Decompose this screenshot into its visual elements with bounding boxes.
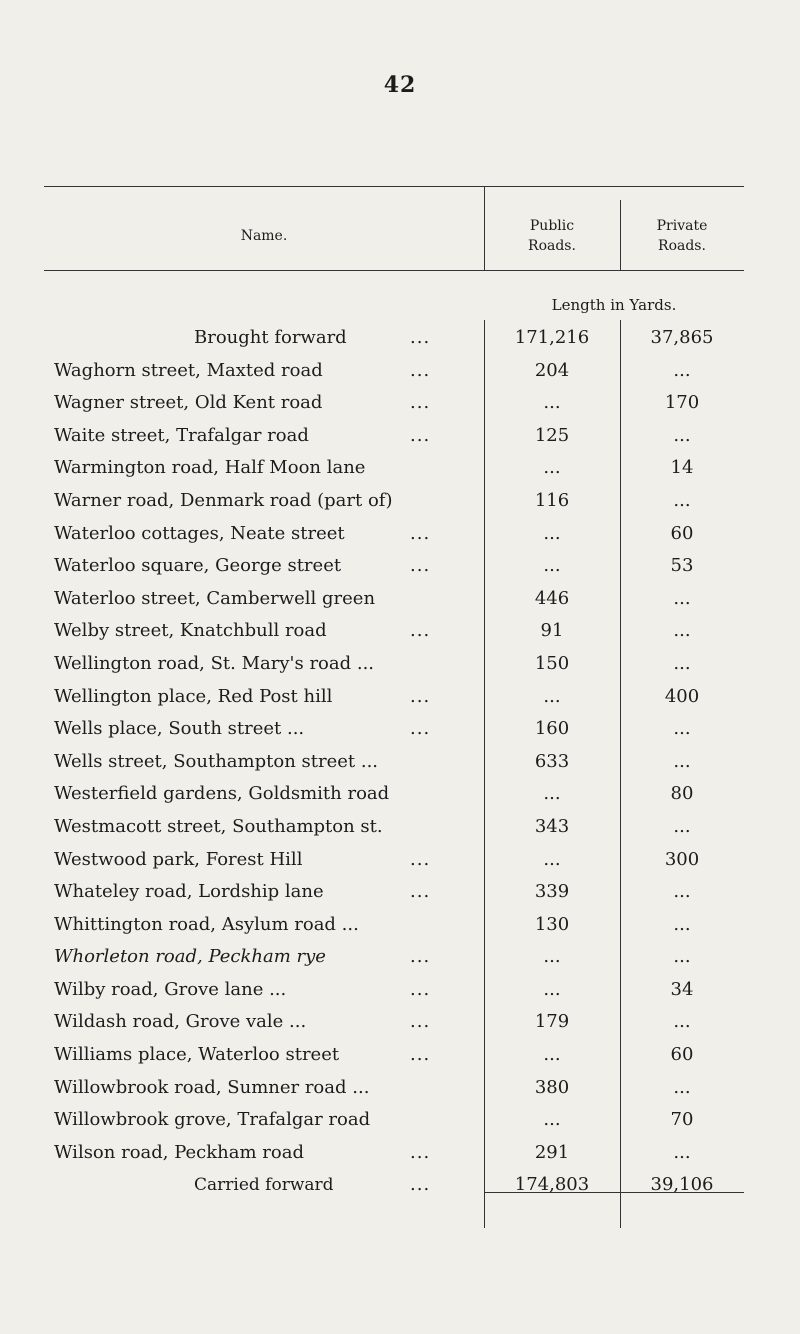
table-row (44, 1006, 744, 1039)
table-row (44, 713, 744, 746)
table-row (44, 876, 744, 909)
row-leader-dots: ... (410, 327, 431, 348)
column-header-public (484, 216, 620, 256)
row-leader-dots: ... (410, 1044, 431, 1066)
table-row (44, 811, 744, 844)
public-roads-value: ... (543, 522, 561, 544)
table-row (44, 615, 744, 648)
row-name: Westwood park, Forest Hill (54, 848, 303, 870)
private-roads-value: ... (673, 1076, 691, 1098)
public-roads-value: 380 (534, 1076, 570, 1098)
table-row (44, 648, 744, 681)
public-roads-value: ... (543, 457, 561, 479)
public-roads-value: ... (543, 783, 561, 805)
table-row (44, 452, 744, 485)
row-leader-dots: ... (410, 881, 431, 903)
table-row (44, 550, 744, 583)
table-row (44, 844, 744, 877)
table-row (44, 1137, 744, 1170)
carried-forward-row (44, 1169, 744, 1202)
row-leader-dots: ... (410, 620, 431, 642)
table-body (44, 322, 744, 1202)
private-roads-value: ... (673, 359, 691, 381)
public-roads-value: ... (543, 978, 561, 1000)
private-roads-value: 39,106 (650, 1174, 714, 1196)
row-name: Williams place, Waterloo street (54, 1044, 340, 1066)
row-name: Westmacott street, Southampton st. (54, 815, 383, 837)
column-header-private (620, 216, 744, 256)
private-roads-value: 80 (670, 783, 694, 805)
table-row (44, 746, 744, 779)
table-top-rule (44, 186, 744, 187)
row-name: Waterloo street, Camberwell green (54, 587, 376, 609)
private-roads-value: ... (673, 424, 691, 446)
public-roads-value: ... (543, 1044, 561, 1066)
private-roads-value: ... (673, 587, 691, 609)
row-name: Waghorn street, Maxted road (54, 359, 323, 381)
private-roads-value: 34 (670, 978, 694, 1000)
private-roads-value: ... (673, 946, 691, 968)
public-roads-value: 179 (534, 1011, 570, 1033)
row-leader-dots: ... (410, 555, 431, 577)
table-row (44, 974, 744, 1007)
public-roads-value: 174,803 (514, 1174, 590, 1196)
private-roads-value: ... (673, 652, 691, 674)
public-roads-value: ... (543, 555, 561, 577)
row-name: Waterloo cottages, Neate street (54, 522, 345, 544)
public-roads-value: 339 (534, 881, 570, 903)
row-name: Wildash road, Grove vale ... (54, 1011, 307, 1033)
public-roads-value: ... (543, 1109, 561, 1131)
private-roads-value: 70 (670, 1109, 694, 1131)
row-name: Westerfield gardens, Goldsmith road (54, 783, 390, 805)
row-name: Wellington place, Red Post hill (54, 685, 333, 707)
public-roads-value: 291 (534, 1141, 570, 1163)
public-roads-value: ... (543, 685, 561, 707)
row-leader-dots: ... (410, 424, 431, 446)
row-leader-dots: ... (410, 392, 431, 414)
row-name: Willowbrook grove, Trafalgar road (54, 1109, 371, 1131)
column-header-name: Name. (240, 228, 288, 244)
table-row (44, 583, 744, 616)
row-name: Whateley road, Lordship lane (54, 881, 324, 903)
row-leader-dots: ... (410, 359, 431, 381)
public-roads-value: 125 (534, 424, 570, 446)
public-roads-value: 171,216 (514, 327, 590, 348)
row-name: Warner road, Denmark road (part of) (54, 489, 393, 511)
table-row (44, 1039, 744, 1072)
row-leader-dots: ... (410, 848, 431, 870)
private-roads-value: ... (673, 1141, 691, 1163)
private-roads-value: 37,865 (650, 327, 714, 348)
row-leader-dots: ... (410, 1174, 431, 1196)
public-roads-value: 130 (534, 913, 570, 935)
public-roads-value: 204 (534, 359, 570, 381)
units-label: Length in Yards. (484, 296, 744, 314)
table-row (44, 387, 744, 420)
public-roads-value: 633 (534, 750, 570, 772)
header-rule (44, 270, 744, 271)
table-row (44, 1104, 744, 1137)
row-leader-dots: ... (410, 1011, 431, 1033)
table-row (44, 485, 744, 518)
private-roads-value: ... (673, 620, 691, 642)
private-roads-value: ... (673, 913, 691, 935)
table-row (44, 518, 744, 551)
private-roads-value: 60 (670, 1044, 694, 1066)
table-row (44, 1072, 744, 1105)
public-roads-value: 150 (534, 652, 570, 674)
column-header-private-line1: Private (656, 218, 708, 234)
private-roads-value: 60 (670, 522, 694, 544)
row-leader-dots: ... (410, 685, 431, 707)
public-roads-value: ... (543, 946, 561, 968)
row-name: Whittington road, Asylum road ... (54, 913, 359, 935)
column-header-private-line2: Roads. (658, 238, 706, 254)
row-name: Wells place, South street ... (54, 718, 305, 740)
row-name: Wellington road, St. Mary's road ... (54, 652, 375, 674)
private-roads-value: ... (673, 718, 691, 740)
row-name: Whorleton road, Peckham rye (54, 946, 326, 968)
table-row (44, 681, 744, 714)
row-leader-dots: ... (410, 978, 431, 1000)
private-roads-value: ... (673, 750, 691, 772)
row-leader-dots: ... (410, 718, 431, 740)
private-roads-value: ... (673, 881, 691, 903)
private-roads-value: ... (673, 1011, 691, 1033)
row-name: Waite street, Trafalgar road (54, 424, 309, 446)
row-leader-dots: ... (410, 522, 431, 544)
column-header-public-line1: Public (529, 218, 575, 234)
row-name: Willowbrook road, Sumner road ... (54, 1076, 370, 1098)
column-header-public-line2: Roads. (528, 238, 576, 254)
table-row (44, 909, 744, 942)
table-row (44, 941, 744, 974)
row-name: Wilson road, Peckham road (54, 1141, 304, 1163)
private-roads-value: 400 (664, 685, 700, 707)
private-roads-value: ... (673, 489, 691, 511)
private-roads-value: 170 (664, 392, 700, 414)
public-roads-value: ... (543, 848, 561, 870)
table-row (44, 778, 744, 811)
private-roads-value: 53 (670, 555, 694, 577)
table-row (44, 355, 744, 388)
private-roads-value: 14 (670, 457, 694, 479)
public-roads-value: ... (543, 392, 561, 414)
page-number: 42 (383, 72, 417, 98)
public-roads-value: 160 (534, 718, 570, 740)
row-name: Waterloo square, George street (54, 555, 342, 577)
row-name: Brought forward (194, 327, 347, 348)
private-roads-value: ... (673, 815, 691, 837)
row-name: Welby street, Knatchbull road (54, 620, 327, 642)
row-leader-dots: ... (410, 1141, 431, 1163)
row-name: Carried forward (194, 1175, 334, 1196)
public-roads-value: 116 (534, 489, 570, 511)
row-name: Wilby road, Grove lane ... (54, 978, 287, 1000)
table-row (44, 420, 744, 453)
row-name: Wells street, Southampton street ... (54, 750, 379, 772)
public-roads-value: 343 (534, 815, 570, 837)
row-name: Warmington road, Half Moon lane (54, 457, 366, 479)
public-roads-value: 446 (534, 587, 570, 609)
public-roads-value: 91 (540, 620, 564, 642)
row-name: Wagner street, Old Kent road (54, 392, 323, 414)
row-leader-dots: ... (410, 946, 431, 968)
private-roads-value: 300 (664, 848, 700, 870)
brought-forward-row (44, 322, 744, 355)
